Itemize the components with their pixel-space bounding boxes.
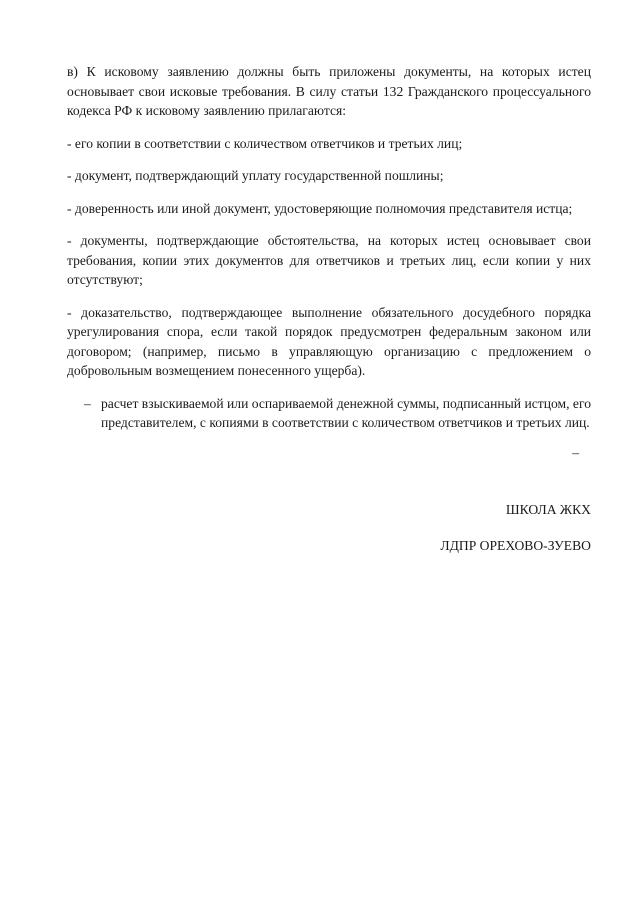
paragraph-intro: в) К исковому заявлению должны быть приложены документы, на которых истец основывает свои исковые требования. В силу статьи 132 Гражданского процессуального кодекса РФ к исковому заявлению прилагаются: (67, 64, 591, 118)
list-dash: – (84, 395, 91, 411)
paragraph-copies: - его копии в соответствии с количеством ответчиков и третьих лиц; (67, 135, 463, 151)
signature-line-school: ШКОЛА ЖКХ (505, 501, 591, 517)
signature-line-party: ЛДПР ОРЕХОВО-ЗУЕВО (440, 538, 591, 553)
document-page (67, 62, 591, 556)
paragraph-evidence-documents: - документы, подтверждающие обстоятельства, на которых истец основывает свои требования, копии этих документов для ответчиков и третьих лиц, если копии у них отсутствуют; (67, 233, 591, 287)
attachment-list (67, 394, 591, 433)
paragraph-pretrial: - доказательство, подтверждающее выполнение обязательного досудебного порядка урегулирования спора, если такой порядок предусмотрен федеральным законом или договором; (например, письмо в управляющую организацию с предложением о добровольным возмещением понесенного ущерба). (67, 304, 591, 378)
paragraph-power-of-attorney: - доверенность или иной документ, удостоверяющие полномочия представителя истца; (67, 200, 573, 216)
list-item (67, 394, 591, 433)
lone-dash: – (572, 444, 579, 460)
paragraph-fee: - документ, подтверждающий уплату государственной пошлины; (67, 168, 444, 183)
list-item-text: расчет взыскиваемой или оспариваемой денежной суммы, подписанный истцом, его представителем, с копиями в соответствии с количеством ответчиков и третьих лиц. (101, 395, 591, 430)
